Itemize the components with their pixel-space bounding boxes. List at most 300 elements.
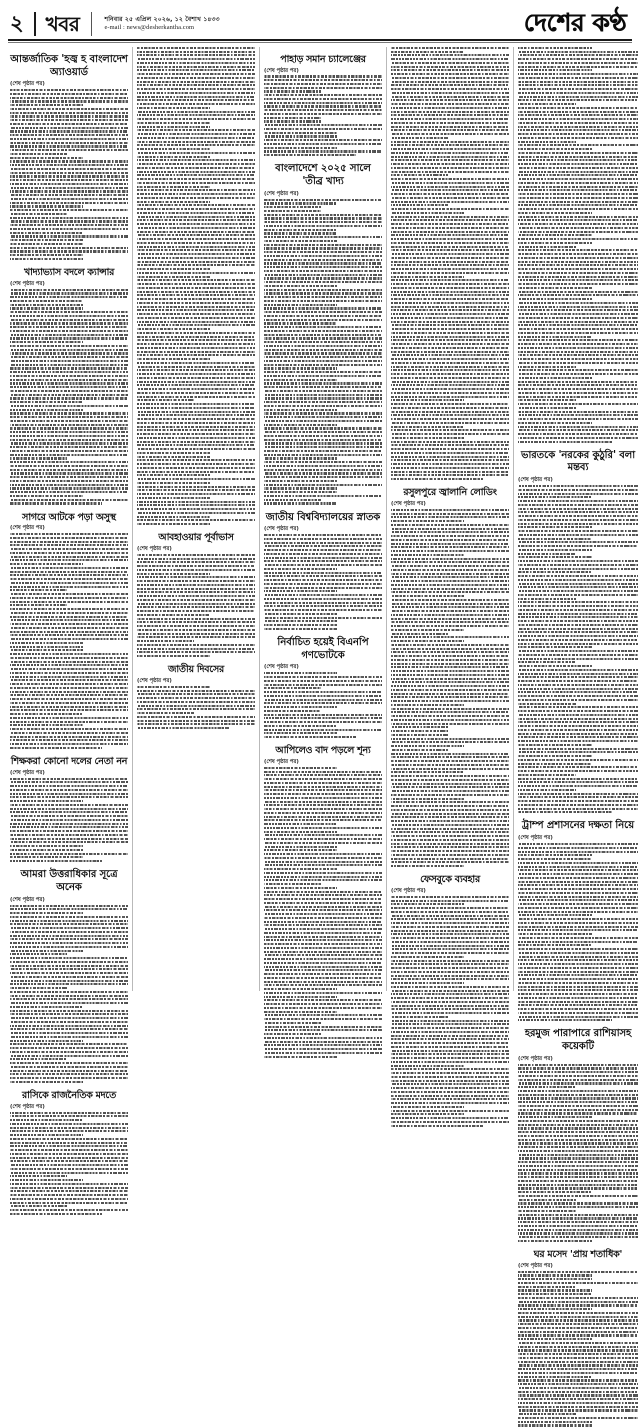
- text-line: [264, 266, 382, 268]
- text-line: [10, 446, 128, 448]
- text-line: [264, 1044, 382, 1046]
- text-line: [518, 526, 592, 528]
- text-line: [518, 1232, 638, 1234]
- text-line: [518, 922, 638, 924]
- text-line: [518, 1090, 638, 1092]
- text-line: [518, 1334, 638, 1336]
- text-line: [264, 1022, 321, 1024]
- text-line: [518, 515, 638, 517]
- text-line: [264, 259, 382, 261]
- text-line: [391, 843, 509, 845]
- text-line: [10, 743, 128, 745]
- text-line: [391, 324, 509, 326]
- article-headline[interactable]: বাংলাদেশে ২০২৫ সালে 'তীব্র খাদ্য: [275, 163, 371, 188]
- text-line: [518, 302, 638, 304]
- text-line: [518, 328, 638, 330]
- text-line: [10, 1198, 128, 1200]
- text-line: [264, 345, 382, 347]
- text-line: [264, 341, 382, 343]
- text-line: [391, 399, 464, 401]
- article-headline[interactable]: ট্রাম্প প্রশাসনের দক্ষতা নিয়ে: [521, 820, 635, 832]
- text-line: [518, 189, 638, 191]
- text-line: [518, 73, 638, 75]
- text-line: [518, 748, 638, 750]
- text-line: [264, 90, 321, 92]
- article-headline[interactable]: আমরা উত্তরাধিকার সূত্রে অনেক: [20, 869, 118, 893]
- text-line: [137, 362, 255, 364]
- text-line: [391, 753, 509, 755]
- text-line: [264, 699, 382, 701]
- text-line: [10, 1073, 128, 1075]
- text-line: [518, 538, 592, 540]
- text-line: [264, 545, 382, 547]
- text-line: [518, 1075, 638, 1077]
- text-line: [10, 604, 67, 606]
- text-line: [137, 182, 255, 184]
- text-line: [10, 721, 128, 723]
- text-line: [137, 339, 255, 341]
- text-line: [264, 124, 382, 126]
- text-line: [264, 827, 382, 829]
- text-line: [264, 214, 382, 216]
- text-line: [10, 235, 128, 237]
- text-line: [137, 561, 255, 563]
- text-line: [518, 1406, 638, 1408]
- text-line: [391, 941, 509, 943]
- text-line: [10, 1112, 128, 1114]
- article-headline[interactable]: পাহাড় সমান চ্যালেঞ্জের: [280, 53, 366, 65]
- text-line: [391, 644, 509, 646]
- text-line: [391, 291, 509, 293]
- text-line: [518, 658, 638, 660]
- text-line: [10, 1028, 128, 1030]
- text-line: [391, 99, 509, 101]
- text-line: [264, 872, 382, 874]
- text-line: [10, 972, 128, 974]
- text-line: [518, 197, 638, 199]
- article-body: [10, 89, 128, 260]
- text-line: [264, 150, 382, 152]
- text-line: [391, 208, 509, 210]
- text-line: [391, 546, 509, 548]
- article-headline[interactable]: আপিলেও বাদ পড়লে শূন্য: [275, 745, 371, 757]
- text-line: [518, 114, 638, 116]
- text-line: [264, 714, 382, 716]
- text-line: [518, 1413, 576, 1415]
- text-line: [391, 659, 509, 661]
- text-line: [10, 472, 128, 474]
- text-line: [10, 823, 128, 825]
- text-line: [137, 712, 194, 714]
- text-line: [391, 569, 509, 571]
- text-line: [10, 205, 83, 207]
- article-body: [264, 672, 382, 738]
- text-line: [391, 696, 509, 698]
- text-line: [518, 1206, 638, 1208]
- article-headline[interactable]: ঘর মসেদ 'প্রায় শতাধিক': [533, 1249, 623, 1261]
- text-line: [137, 111, 255, 113]
- text-line: [391, 407, 509, 409]
- article-headline[interactable]: আন্তর্জাতিক 'হজ্ব হ বাংলাদেশ অ্যাওয়ার্ড: [10, 53, 128, 78]
- text-line: [137, 636, 255, 638]
- text-line: [10, 931, 128, 933]
- article-headline[interactable]: জাতীয় বিশ্ববিদ্যালয়ের স্নাতক: [265, 511, 381, 523]
- text-line: [10, 202, 128, 204]
- text-line: [10, 668, 128, 670]
- masthead-left: [8, 12, 220, 36]
- text-line: [518, 133, 638, 135]
- text-line: [518, 1012, 638, 1014]
- text-line: [518, 388, 638, 390]
- text-line: [518, 111, 638, 113]
- text-line: [10, 728, 128, 730]
- text-line: [10, 1043, 128, 1045]
- text-line: [264, 687, 321, 689]
- text-line: [518, 884, 638, 886]
- text-line: [391, 283, 509, 285]
- text-line: [10, 1153, 128, 1155]
- text-line: [137, 452, 210, 454]
- text-line: [264, 128, 382, 130]
- text-line: [10, 1036, 128, 1038]
- text-line: [518, 1364, 638, 1366]
- text-line: [264, 405, 382, 407]
- text-line: [10, 819, 128, 821]
- text-line: [518, 579, 638, 581]
- text-line: [264, 206, 321, 208]
- text-line: [391, 1080, 509, 1082]
- text-line: [391, 58, 509, 60]
- text-line: [137, 313, 255, 315]
- article-body: [264, 199, 382, 505]
- text-line: [518, 1293, 592, 1295]
- text-line: [264, 891, 382, 893]
- text-line: [391, 204, 448, 206]
- text-line: [264, 906, 382, 908]
- text-line: [391, 309, 509, 311]
- text-line: [264, 277, 382, 279]
- text-line: [391, 975, 509, 977]
- text-line: [137, 73, 255, 75]
- text-line: [10, 108, 128, 110]
- text-line: [518, 1346, 638, 1348]
- text-line: [518, 122, 638, 124]
- text-line: [391, 783, 509, 785]
- text-line: [137, 253, 255, 255]
- article-headline[interactable]: রসুলপুরে জ্বালানি লোডিং: [403, 487, 497, 499]
- text-line: [391, 956, 464, 958]
- text-line: [391, 384, 509, 386]
- text-line: [10, 364, 128, 366]
- text-line: [518, 1312, 638, 1314]
- text-line: [10, 586, 128, 588]
- text-line: [391, 197, 509, 199]
- article-headline[interactable]: হরমুজ পারাপারে রাশিয়াসহ কয়েকটি: [524, 1028, 632, 1053]
- text-line: [518, 620, 638, 622]
- continuation-note: (শেষ পৃষ্ঠার পর): [264, 758, 299, 765]
- text-line: [10, 657, 128, 659]
- text-line: [137, 377, 255, 379]
- text-line: [391, 813, 509, 815]
- text-line: [137, 51, 255, 53]
- text-line: [10, 646, 83, 648]
- text-line: [518, 129, 638, 131]
- article-body: [10, 1112, 128, 1215]
- article-headline[interactable]: ভারতকে 'নরকের কুঠুরি' বলা মন্তব্য: [520, 449, 636, 474]
- text-line: [518, 899, 638, 901]
- text-line: [391, 321, 509, 323]
- text-line: [264, 364, 382, 366]
- text-line: [10, 232, 83, 234]
- text-line: [264, 132, 337, 134]
- text-line: [391, 186, 509, 188]
- text-line: [518, 485, 638, 487]
- masthead-rule-thin: [8, 42, 632, 43]
- text-line: [391, 249, 509, 251]
- text-line: [10, 465, 128, 467]
- text-line: [391, 216, 509, 218]
- text-line: [264, 147, 337, 149]
- text-line: [137, 137, 255, 139]
- text-line: [518, 1146, 638, 1148]
- text-line: [10, 811, 128, 813]
- text-line: [518, 261, 638, 263]
- text-line: [391, 1098, 509, 1100]
- text-line: [518, 1004, 638, 1006]
- text-line: [391, 444, 509, 446]
- text-line: [10, 856, 83, 858]
- text-line: [391, 137, 448, 139]
- text-line: [518, 246, 576, 248]
- text-line: [391, 603, 509, 605]
- text-line: [137, 174, 255, 176]
- text-line: [264, 902, 382, 904]
- text-line: [391, 618, 509, 620]
- text-line: [518, 411, 638, 413]
- article-headline[interactable]: সাগরে আটকে পড়া অসুস্থ: [22, 511, 116, 523]
- text-line: [10, 401, 83, 403]
- text-line: [518, 227, 638, 229]
- text-line: [10, 1160, 128, 1162]
- text-line: [391, 756, 509, 758]
- text-line: [391, 81, 509, 83]
- text-line: [264, 397, 382, 399]
- text-line: [10, 311, 128, 313]
- text-line: [391, 66, 509, 68]
- text-line: [10, 627, 128, 629]
- text-line: [518, 605, 638, 607]
- text-line: [264, 579, 382, 581]
- text-line: [137, 141, 255, 143]
- text-line: [10, 157, 83, 159]
- text-line: [518, 171, 638, 173]
- text-line: [518, 1131, 638, 1133]
- text-line: [391, 456, 509, 458]
- text-line: [391, 152, 509, 154]
- text-line: [391, 1125, 483, 1127]
- text-line: [391, 377, 509, 379]
- text-line: [391, 726, 448, 728]
- article-headline[interactable]: খাদ্যাভ্যাস বদলে ক্যান্সার: [23, 267, 115, 279]
- text-line: [264, 1029, 382, 1031]
- text-line: [10, 1077, 128, 1079]
- text-line: [391, 332, 509, 334]
- text-line: [391, 171, 509, 173]
- text-line: [518, 126, 638, 128]
- text-line: [518, 676, 638, 678]
- text-line: [391, 1016, 448, 1018]
- column-grid: [6, 47, 636, 1269]
- text-line: [391, 294, 509, 296]
- text-line: [391, 96, 509, 98]
- text-line: [518, 1316, 638, 1318]
- text-line: [264, 143, 382, 145]
- text-line: [10, 849, 83, 851]
- text-line: [391, 801, 509, 803]
- article-headline[interactable]: শিক্ষকরা কোনো দলের নেতা নন: [10, 755, 128, 767]
- text-line: [518, 997, 638, 999]
- text-line: [264, 98, 382, 100]
- contact-email[interactable]: e-mail : news@desherkantha.com: [104, 23, 195, 31]
- text-line: [391, 734, 448, 736]
- text-line: [518, 1161, 638, 1163]
- article-body: [137, 686, 255, 729]
- text-line: [518, 1327, 638, 1329]
- text-line: [10, 168, 128, 170]
- text-line: [264, 538, 382, 540]
- text-line: [137, 497, 210, 499]
- text-line: [10, 1134, 83, 1136]
- text-line: [518, 1172, 638, 1174]
- text-line: [391, 749, 448, 751]
- text-line: [518, 613, 638, 615]
- text-line: [391, 539, 509, 541]
- text-line: [137, 291, 255, 293]
- text-line: [391, 1001, 509, 1003]
- text-line: [264, 1003, 382, 1005]
- text-line: [518, 159, 638, 161]
- text-line: [10, 1010, 128, 1012]
- text-line: [137, 373, 255, 375]
- text-line: [10, 1013, 128, 1015]
- text-line: [391, 715, 509, 717]
- article-headline[interactable]: ফেসবুকে ব্যবহার: [420, 874, 480, 886]
- text-line: [264, 409, 337, 411]
- article-headline[interactable]: নির্বাচিত হয়েই বিএনপি গণভোটকে: [277, 636, 369, 661]
- continuation-note: (শেষ পৃষ্ঠার পর): [10, 525, 45, 532]
- text-line: [518, 703, 576, 705]
- text-line: [518, 1308, 592, 1310]
- text-line: [137, 148, 210, 150]
- text-line: [10, 1194, 128, 1196]
- text-line: [518, 982, 638, 984]
- text-line: [264, 954, 382, 956]
- text-line: [518, 568, 638, 570]
- text-line: [391, 633, 448, 635]
- text-line: [391, 588, 509, 590]
- text-line: [264, 695, 382, 697]
- article-headline[interactable]: আবহাওয়ার পূর্বাভাস: [158, 532, 234, 544]
- text-line: [391, 193, 509, 195]
- text-line: [10, 845, 83, 847]
- text-line: [10, 213, 67, 215]
- text-line: [10, 435, 128, 437]
- text-line: [518, 508, 638, 510]
- text-line: [10, 217, 128, 219]
- text-line: [137, 411, 255, 413]
- text-line: [137, 201, 210, 203]
- text-line: [391, 347, 509, 349]
- text-line: [518, 907, 638, 909]
- text-line: [518, 1019, 612, 1021]
- text-line: [391, 865, 464, 867]
- text-line: [10, 853, 128, 855]
- text-line: [518, 1157, 638, 1159]
- text-line: [10, 1202, 128, 1204]
- text-line: [137, 231, 255, 233]
- text-line: [391, 1106, 464, 1108]
- text-line: [137, 720, 255, 722]
- article-body: [137, 554, 255, 657]
- continuation-note: (শেষ পৃষ্ঠার পর): [10, 1103, 45, 1110]
- text-line: [137, 212, 255, 214]
- text-line: [391, 133, 509, 135]
- text-line: [264, 909, 382, 911]
- text-line: [518, 759, 638, 761]
- text-line: [137, 354, 255, 356]
- text-line: [264, 255, 382, 257]
- text-line: [518, 321, 638, 323]
- text-line: [10, 198, 128, 200]
- article-headline[interactable]: জাতীয় দিবসের: [168, 664, 224, 676]
- text-line: [518, 54, 638, 56]
- text-line: [10, 785, 128, 787]
- text-line: [10, 450, 128, 452]
- text-line: [391, 689, 509, 691]
- text-line: [264, 913, 382, 915]
- text-line: [137, 384, 255, 386]
- text-line: [10, 642, 83, 644]
- text-line: [518, 673, 638, 675]
- text-line: [518, 1067, 638, 1069]
- text-line: [518, 238, 638, 240]
- text-line: [10, 304, 83, 306]
- page-number: ২: [10, 11, 23, 35]
- article-headline[interactable]: রাসিকে রাজনৈতিক মদতে: [21, 1089, 116, 1101]
- text-line: [391, 828, 509, 830]
- text-line: [264, 1048, 382, 1050]
- text-line: [10, 112, 128, 114]
- text-line: [137, 655, 210, 657]
- text-line: [391, 426, 464, 428]
- article-body: [10, 533, 128, 749]
- text-line: [518, 182, 638, 184]
- text-line: [264, 684, 382, 686]
- text-line: [137, 437, 255, 439]
- text-line: [391, 459, 509, 461]
- text-line: [518, 1180, 638, 1182]
- text-line: [137, 456, 210, 458]
- text-line: [264, 861, 382, 863]
- text-line: [10, 209, 128, 211]
- text-line: [10, 1172, 128, 1174]
- text-line: [391, 126, 509, 128]
- text-line: [137, 249, 255, 251]
- text-line: [518, 952, 638, 954]
- text-line: [137, 489, 255, 491]
- text-line: [264, 225, 382, 227]
- text-line: [518, 81, 638, 83]
